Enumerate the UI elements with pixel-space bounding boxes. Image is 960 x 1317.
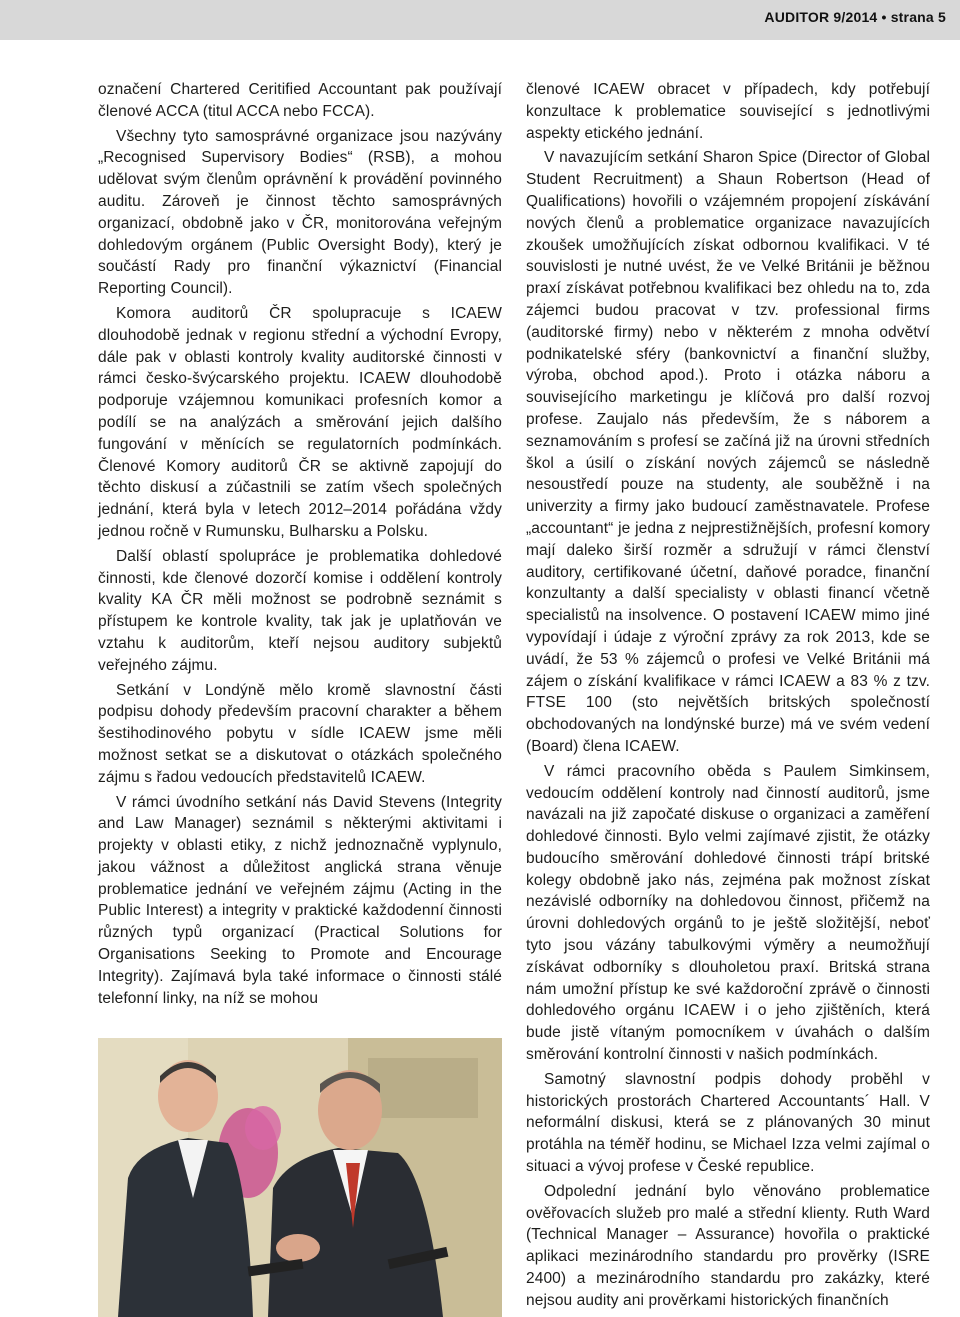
signing-photo [98,1038,502,1317]
paragraph: Setkání v Londýně mělo kromě slavnostní části podpisu dohody především pracovní charakter a během šestihodinového pobytu v sídle ICAEW jsme měli možnost setkat se a diskutovat o otázkách společného zájmu s řadou vedoucích představitelů ICAEW. [98,681,502,786]
paragraph: V rámci pracovního oběda s Paulem Simkinsem, vedoucím oddělení kontroly nad činností auditorů, jsme navázali na již započaté diskuse o organizaci a zaměření dohledové činnosti. Bylo velmi zajímavé zjistit, že otázky budoucího směrování dohledové činnosti trápí britské kolegy obdobně jako nás, zejména pak možnost získat nezávislé odborníky na dohledovou činnost, přičemž na úrovni dohledových orgánů to je ještě složitější, neboť tyto jsou vázány tabulkovými výměry a neumožňují získávat odborníky s dlouholetou praxí. Britská strana nám umožní přístup ke své každoroční zprávě o činnosti dohledového orgánu ICAEW i o jeho zjištěních, která bude jistě vítaným pomocníkem v úvahách o dalším směrování kontrolní činnosti v našich podmínkách. [526,762,930,1064]
paragraph: Všechny tyto samosprávné organizace jsou nazývány „Recognised Supervisory Bodies“ (RSB), a mohou udělovat svým členům oprávnění k provádění povinného auditu. Zároveň je činnost těchto samosprávných organizací, obdobně jako v ČR, monitorována veřejným dohledovým orgánem (Public Oversight Body), který je součástí Rady pro finanční výkaznictví (Financial Reporting Council). [98,127,502,298]
left-column [98,79,502,1012]
paragraph: Odpolední jednání bylo věnováno problematice ověřovacích služeb pro malé a střední klienty. Ruth Ward (Technical Manager – Assurance) hovořila o praktické aplikaci mezinárodního standardu pro prověrky (ISRE 2400) a mezinárodního standardu pro zakázky, které nejsou audity ani prověrkami historických finančních [526,1182,930,1309]
paragraph: členové ICAEW obracet v případech, kdy potřebují konzultace k problematice související s jednotlivými aspekty etického jednání. [526,81,930,142]
right-column [526,79,930,1315]
paragraph: V rámci úvodního setkání nás David Stevens (Integrity and Law Manager) seznámil s některými aktivitami i projekty v oblasti etiky, z nichž jednoznačně vyplynulo, jakou vážnost a důležitost anglická strana věnuje problematice jednání ve veřejném zájmu (Acting in the Public Interest) a integrity v praktické každodenní činnosti různých typů organizací (Practical Solutions for Organisations Seeking to Promote and Encourage Integrity). Zajímavá byla také informace o činnosti stálé telefonní linky, na níž se mohou [98,793,502,1007]
paragraph: Samotný slavnostní podpis dohody proběhl v historických prostorách Chartered Accountants´ Hall. V neformální diskusi, která se z plánovaných 30 minut protáhla na téměř hodinu, se Michael Izza velmi zajímal o situaci a vývoj profese v České republice. [526,1070,930,1176]
paragraph: označení Chartered Ceritified Accountant pak používají členové ACCA (titul ACCA nebo FCCA). [98,81,502,120]
paragraph: Komora auditorů ČR spolupracuje s ICAEW dlouhodobě jednak v regionu střední a východní Evropy, dále pak v oblasti kontroly kvality auditorské činnosti v rámci česko-švýcarského projektu. ICAEW dlouhodobě podporuje vzájemnou komunikaci profesních komor a podílí se na analýzách a směrování jejich dalšího fungování v měnících se regulatorních podmínkách. Členové Komory auditorů ČR se aktivně zapojují do těchto diskusí a zúčastnili se zatím všech společných jednání, která byla v letech 2012–2014 pořádána vždy jednou ročně v Rumunsku, Bulharsku a Polsku. [98,304,502,540]
paragraph: V navazujícím setkání Sharon Spice (Director of Global Student Recruitment) a Shaun Robertson (Head of Qualifications) hovořili o vzájemném propojení získávání nových členů a problematice organizace navazujících zkoušek umožňujících získat odbornou kvalifikaci. V té souvislosti je nutné uvést, že ve Velké Británii je běžnou praxí získávat potřebnou kvalifikaci bez ohledu na to, zda zájemci budou pracovat v tzv. professional firms (auditorské firmy) nebo v některém z mnoha odvětví podnikatelské sféry (bankovnictví a finanční služby, výroba, obchod apod.). Proto i otázka náboru a souvisejícího marketingu je klíčová pro další rozvoj profese. Zaujalo nás především, že s náborem a seznamováním s profesí se začíná již na úrovni středních škol a úsilí o získání nových zájemců se následně nesoustředí pouze na studenty, ale souběžně i na univerzity a firmy jako budoucí zaměstnavatele. Profese „accountant“ je jedna z nejprestižnějších, profesní komory mají daleko širší rozměr a sdružují v rámci členství auditory, certifikované účetní, daňové poradce, finanční konzultanty a další specialisty v oblasti financí včetně specialistů na insolvence. O postavení ICAEW mimo jiné vypovídají i údaje z výroční zprávy za rok 2013, kde se uvádí, že 53 % zájemců o profesi ve Velké Británii má zájem o získání kvalifikace v rámci ICAEW a 83 % z tzv. FTSE 100 (sto největších britských společností obchodovaných na londýnské burze) má ve svém vedení (Board) člena ICAEW. [526,149,930,755]
photo-illustration [98,1038,502,1317]
header-title: AUDITOR 9/2014 • strana 5 [764,9,946,25]
page-header [0,0,960,40]
paragraph: Další oblastí spolupráce je problematika dohledové činnosti, kde členové dozorčí komise i oddělení kontroly kvality KA ČR měli možnost se podrobně seznámit s přístupem ke kontrole kvality, tak jak je uplatňován ve vztahu k auditorům, kteří nejsou auditory subjektů veřejného zájmu. [98,547,502,674]
